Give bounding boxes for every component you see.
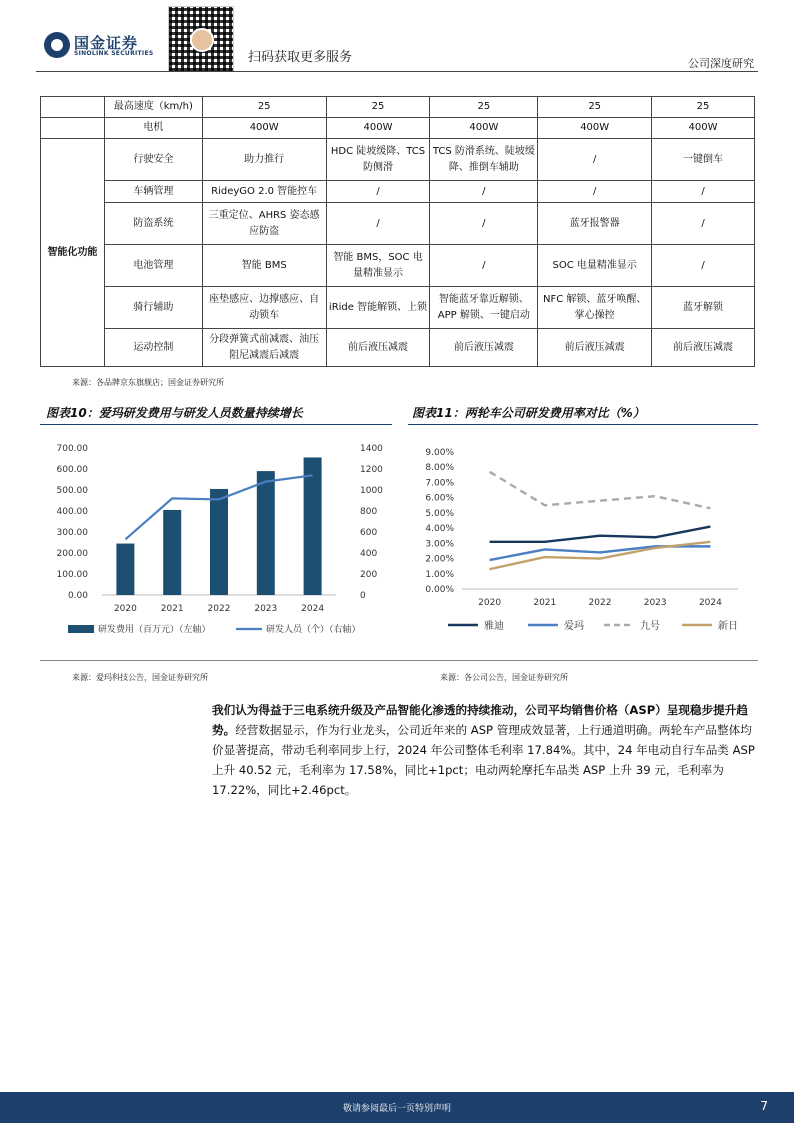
logo-text-en: SINOLINK SECURITIES (74, 50, 154, 57)
x-tick-label: 2023 (254, 604, 278, 614)
x-tick-label: 2020 (478, 598, 502, 608)
legend-label: 研发费用（百万元）（左轴） (98, 625, 211, 635)
report-type: 公司深度研究 (688, 57, 754, 70)
bar-rd-expense (304, 457, 322, 595)
company-logo-icon (44, 32, 70, 58)
y-left-tick-label: 700.00 (56, 444, 88, 454)
fig10-title: 图表10：爱玛研发费用与研发人员数量持续增长 (46, 406, 303, 420)
fig11-source: 来源：各公司公告，国金证券研究所 (440, 673, 568, 682)
table-cell: 25 (652, 97, 755, 118)
body-paragraph (212, 700, 757, 800)
table-cell: / (538, 139, 652, 181)
table-cell: 25 (430, 97, 538, 118)
y-right-tick-label: 1200 (360, 465, 383, 475)
x-tick-label: 2022 (588, 598, 612, 608)
table-cell: 座垫感应、边撑感应、自动锁车 (202, 287, 326, 329)
y-tick-label: 3.00% (425, 539, 454, 550)
line-series (490, 472, 711, 509)
table-row (41, 245, 755, 287)
table-cell: / (430, 245, 538, 287)
legend-label: 新日 (718, 621, 738, 632)
para-body-text: 经营数据显示，作为行业龙头，公司近年来的 ASP 管理成效显著，上行通道明确。两轮车产品整体均价显著提高，带动毛利率同步上行，2024 年公司整体毛利率 17.84%。其中，24 年电动自行车品类 ASP 上升 40.52 元，毛利率为 17.58%，同比+1pct；电动两轮摩托车品类 ASP 上升 39 元，毛利率为 17.22%，同比+2.46pct。 (212, 723, 755, 797)
y-left-tick-label: 100.00 (56, 570, 88, 580)
scan-prompt: 扫码获取更多服务 (248, 50, 353, 65)
y-tick-label: 2.00% (425, 554, 454, 565)
table-row-label: 运动控制 (104, 329, 202, 367)
y-tick-label: 0.00% (425, 585, 454, 595)
table-cell: 助力推行 (202, 139, 326, 181)
y-tick-label: 1.00% (425, 569, 454, 580)
bar-rd-expense (210, 489, 228, 595)
feature-comparison-table (40, 96, 755, 367)
table-row (41, 181, 755, 203)
page-number: 7 (760, 1099, 768, 1113)
table-cell: / (652, 181, 755, 203)
table-row (41, 287, 755, 329)
table-row-label: 骑行辅助 (104, 287, 202, 329)
table-cell: 分段弹簧式前减震、油压阻尼减震后减震 (202, 329, 326, 367)
table-cell: 400W (326, 118, 430, 139)
y-right-tick-label: 1400 (360, 444, 383, 454)
qr-center-avatar (190, 28, 214, 52)
table-cell: / (326, 181, 430, 203)
table-cell: / (538, 181, 652, 203)
fig10-source: 来源：爱玛科技公告，国金证券研究所 (72, 673, 208, 682)
table-cell: 400W (430, 118, 538, 139)
table-source: 来源：各品牌京东旗舰店；国金证券研究所 (72, 378, 224, 387)
header-divider (36, 71, 758, 72)
table-row (41, 139, 755, 181)
table-row-label: 电池管理 (104, 245, 202, 287)
y-tick-label: 8.00% (425, 463, 454, 474)
y-right-tick-label: 600 (360, 528, 378, 538)
y-tick-label: 6.00% (425, 493, 454, 504)
table-cell: 一键倒车 (652, 139, 755, 181)
table-cell: iRide 智能解锁、上锁 (326, 287, 430, 329)
line-series (490, 542, 711, 569)
fig11-chart (408, 430, 758, 650)
table-row (41, 203, 755, 245)
y-tick-label: 9.00% (425, 448, 454, 458)
figures-bottom-rule (40, 660, 758, 661)
table-cell-empty (41, 118, 105, 139)
table-cell: 400W (202, 118, 326, 139)
y-left-tick-label: 600.00 (56, 465, 88, 475)
table-cell: 400W (652, 118, 755, 139)
table-cell: 智能蓝牙靠近解锁、APP 解锁、一键启动 (430, 287, 538, 329)
y-left-tick-label: 300.00 (56, 528, 88, 538)
legend-label: 雅迪 (484, 621, 504, 632)
y-left-tick-label: 400.00 (56, 507, 88, 517)
table-cell: / (652, 245, 755, 287)
table-cell-empty (41, 97, 105, 118)
table-row-label: 电机 (104, 118, 202, 139)
legend-swatch-bar (68, 625, 94, 633)
bar-rd-expense (257, 471, 275, 595)
x-tick-label: 2021 (533, 598, 557, 608)
table-cell: RideyGO 2.0 智能控车 (202, 181, 326, 203)
table-cell: 前后液压减震 (430, 329, 538, 367)
legend-label: 研发人员（个）（右轴） (266, 625, 361, 635)
table-group-label: 智能化功能 (41, 139, 105, 367)
y-left-tick-label: 200.00 (56, 549, 88, 559)
fig11-title: 图表11：两轮车公司研发费用率对比（%） (412, 406, 645, 420)
table-cell: NFC 解锁、蓝牙唤醒、掌心操控 (538, 287, 652, 329)
bar-rd-expense (116, 544, 134, 595)
table-row-label: 车辆管理 (104, 181, 202, 203)
table-cell: 蓝牙报警器 (538, 203, 652, 245)
fig11-title-rule (408, 424, 758, 425)
table-cell: TCS 防滑系统、陡坡缓降、推倒车辅助 (430, 139, 538, 181)
y-right-tick-label: 1000 (360, 486, 383, 496)
table-cell: HDC 陡坡缓降、TCS 防侧滑 (326, 139, 430, 181)
table-cell: 三重定位、AHRS 姿态感应防盗 (202, 203, 326, 245)
y-right-tick-label: 800 (360, 507, 378, 517)
logo-text-cn: 国金证券 (74, 34, 139, 52)
y-right-tick-label: 200 (360, 570, 378, 580)
fig10-chart (40, 430, 392, 650)
x-tick-label: 2024 (301, 604, 325, 614)
table-cell: SOC 电量精准显示 (538, 245, 652, 287)
footer-disclaimer[interactable]: 敬请参阅最后一页特别声明 (342, 1104, 451, 1114)
legend-label: 爱玛 (564, 621, 584, 632)
line-series (490, 527, 711, 542)
bar-rd-expense (163, 510, 181, 595)
table-cell: 前后液压减震 (652, 329, 755, 367)
table-cell: 智能 BMS，SOC 电量精准显示 (326, 245, 430, 287)
table-row (41, 118, 755, 139)
table-row-label: 防盗系统 (104, 203, 202, 245)
fig10-title-rule (40, 424, 392, 425)
x-tick-label: 2024 (698, 598, 722, 608)
table-cell: 前后液压减震 (538, 329, 652, 367)
table-cell: 25 (538, 97, 652, 118)
table-cell: 25 (326, 97, 430, 118)
table-cell: 400W (538, 118, 652, 139)
x-tick-label: 2020 (113, 604, 137, 614)
y-left-tick-label: 0.00 (67, 591, 88, 601)
legend-label: 九号 (640, 621, 660, 632)
y-tick-label: 7.00% (425, 478, 454, 489)
y-tick-label: 4.00% (425, 524, 454, 535)
y-right-tick-label: 400 (360, 549, 378, 559)
table-cell: / (430, 203, 538, 245)
para-bold-lead: 我们认为得益于三电系统升级及产品智能化渗透的持续推动，公司平均销售价格（ASP）呈现稳步提升趋势。 (212, 703, 748, 737)
table-cell: 前后液压减震 (326, 329, 430, 367)
table-cell: 25 (202, 97, 326, 118)
x-tick-label: 2023 (643, 598, 667, 608)
table-cell: / (326, 203, 430, 245)
y-left-tick-label: 500.00 (56, 486, 88, 496)
y-tick-label: 5.00% (425, 508, 454, 519)
y-right-tick-label: 0 (360, 591, 366, 601)
table-row (41, 97, 755, 118)
table-row-label: 最高速度（km/h) (104, 97, 202, 118)
table-row-label: 行驶安全 (104, 139, 202, 181)
table-cell: 蓝牙解锁 (652, 287, 755, 329)
x-tick-label: 2022 (207, 604, 231, 614)
table-row (41, 329, 755, 367)
x-tick-label: 2021 (160, 604, 184, 614)
table-cell: 智能 BMS (202, 245, 326, 287)
table-cell: / (430, 181, 538, 203)
table-cell: / (652, 203, 755, 245)
